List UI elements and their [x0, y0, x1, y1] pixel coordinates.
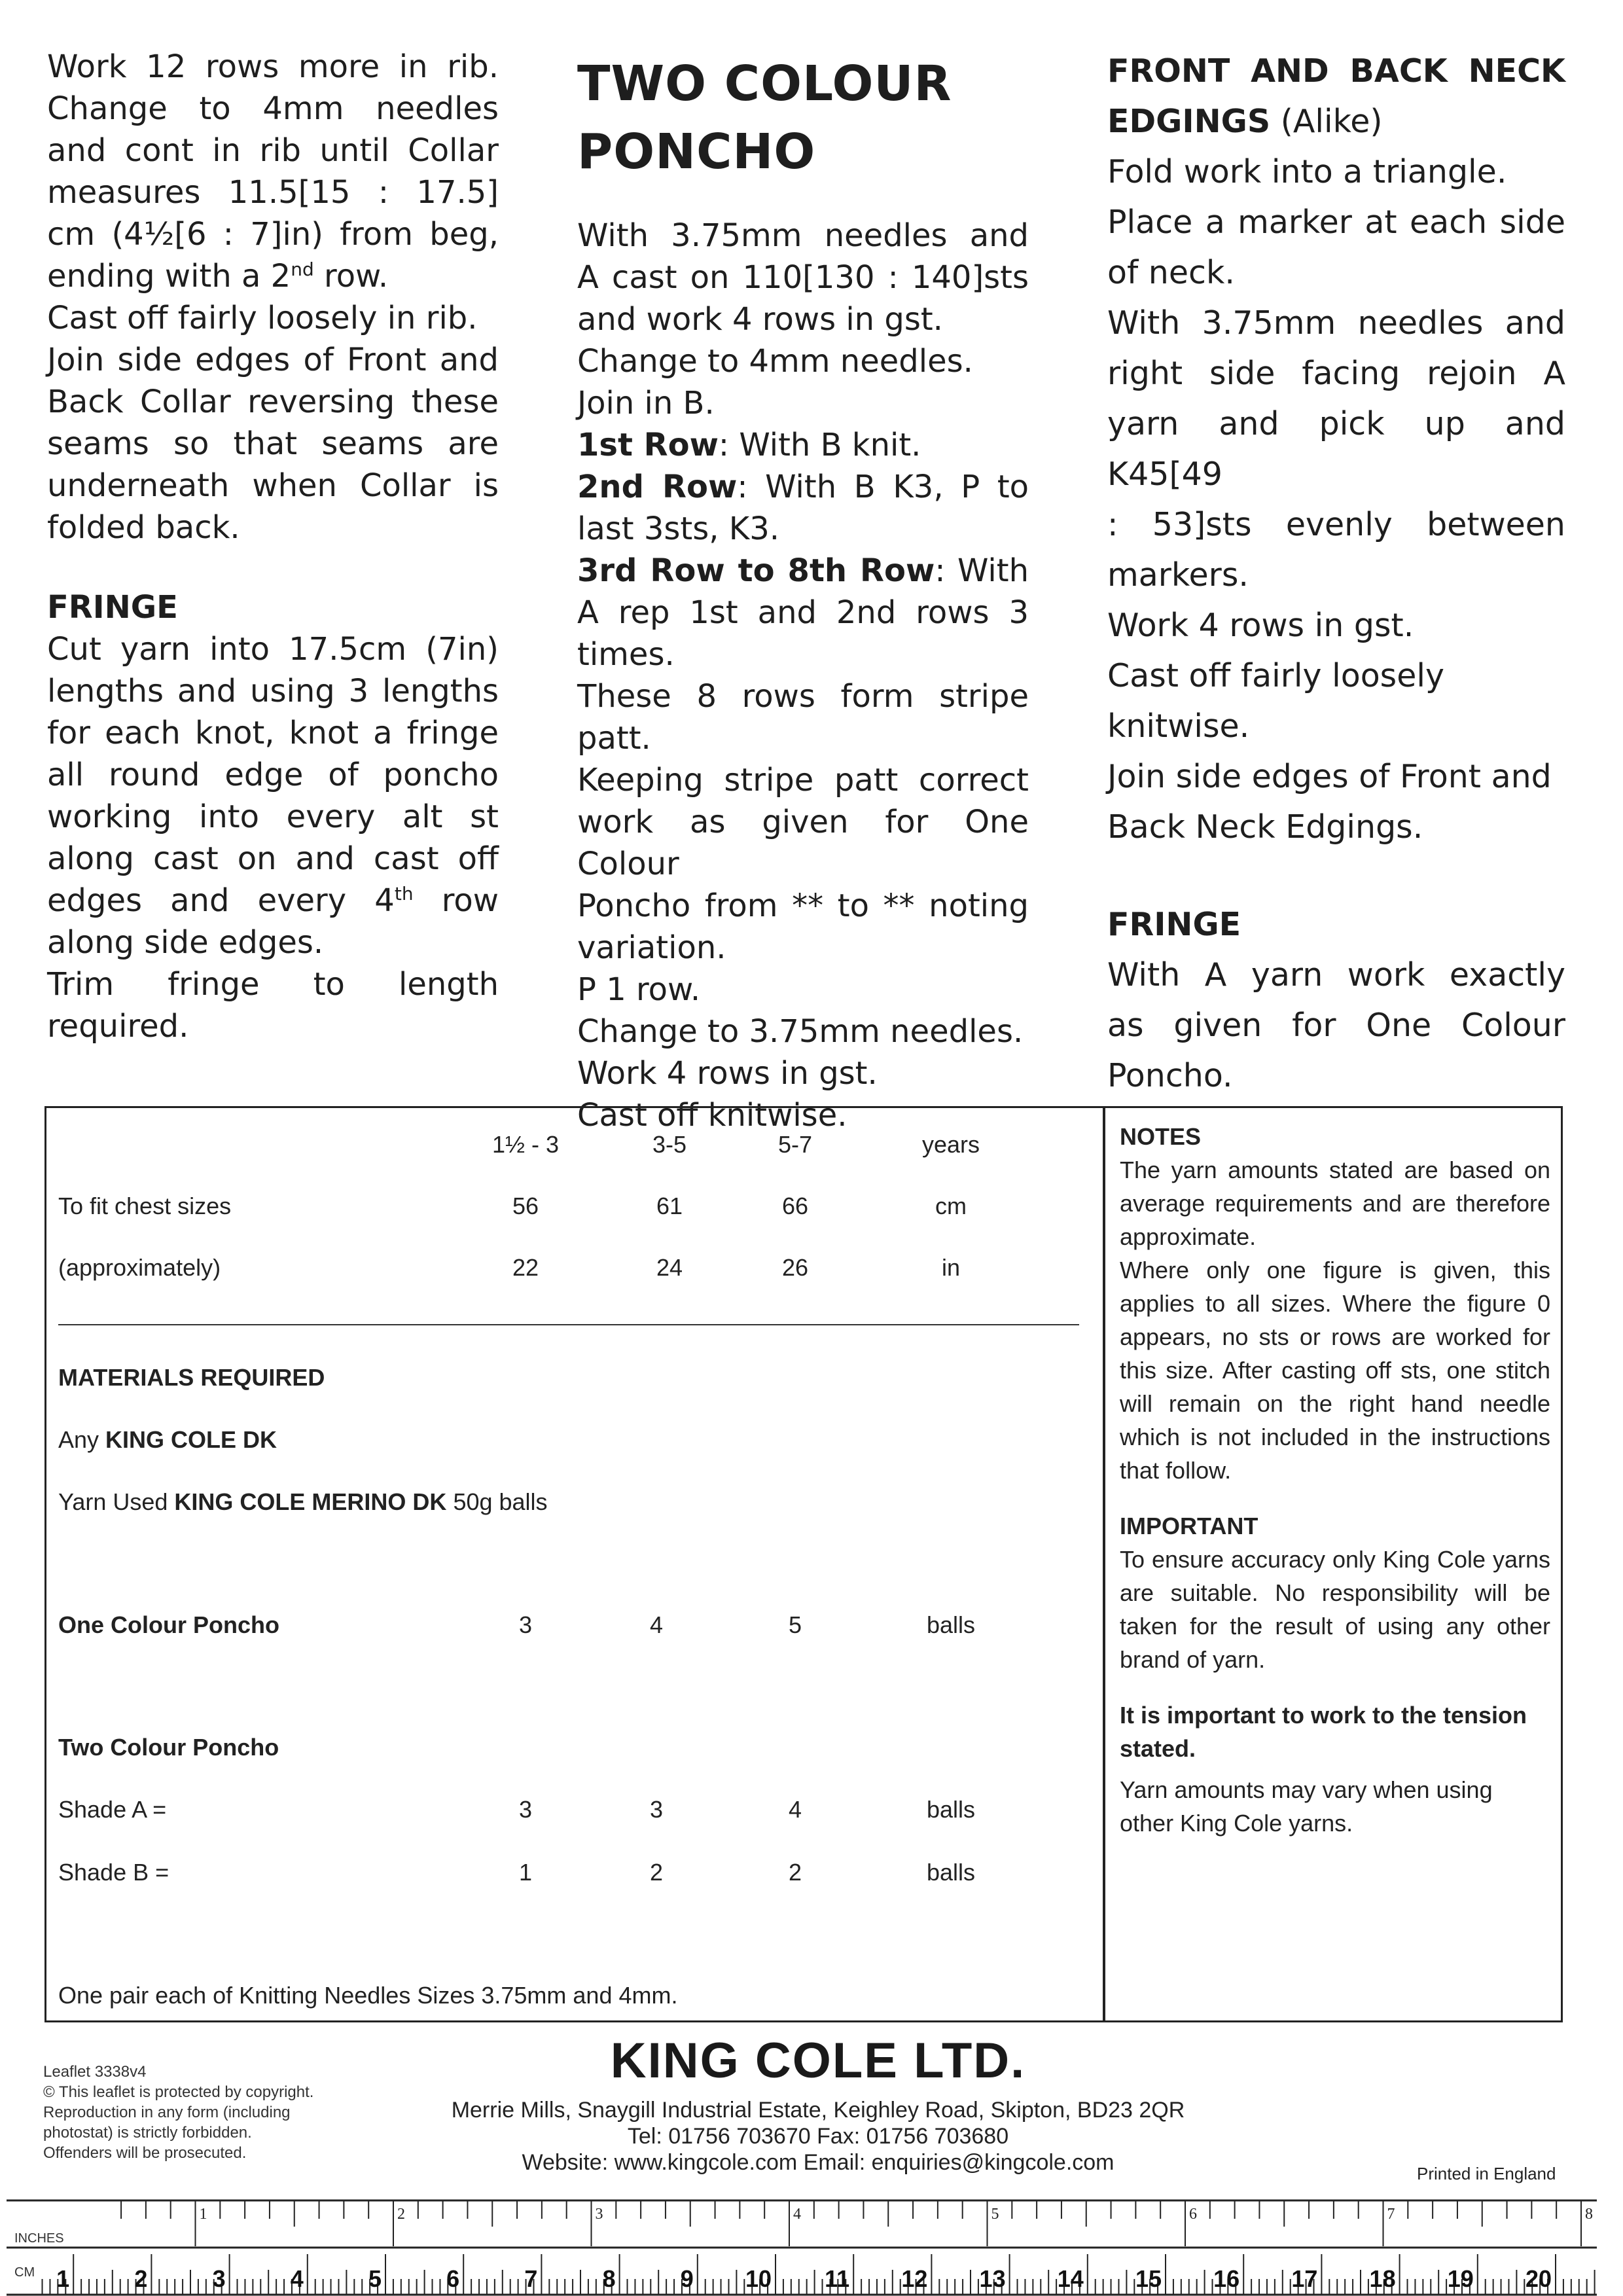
inch-number: 7	[1387, 2206, 1395, 2223]
text-line: With A yarn work exactly	[1107, 956, 1565, 994]
text-line: along cast on and cast off	[47, 840, 499, 877]
company-name: KING COLE LTD.	[610, 2033, 1026, 2089]
text-line: and work 4 rows in gst.	[577, 301, 943, 338]
cm-number: 2	[134, 2265, 148, 2292]
balls-value: 2	[649, 1859, 664, 1886]
text-line: knitwise.	[1107, 708, 1250, 745]
inch-number: 8	[1585, 2206, 1593, 2223]
text-line: Cast off fairly loosely	[1107, 657, 1444, 694]
balls-unit: balls	[926, 1859, 976, 1886]
text-line: Change to 4mm needles	[47, 90, 499, 127]
chest-value: 61	[656, 1193, 683, 1219]
text-line: ending with a 2nd row.	[47, 258, 389, 295]
chest-label: To fit chest sizes	[58, 1193, 232, 1219]
materials-heading: MATERIALS REQUIRED	[58, 1364, 325, 1391]
text-line: lengths and using 3 lengths	[47, 673, 499, 709]
text-line: underneath when Collar is	[47, 467, 499, 504]
text-line: variation.	[577, 929, 726, 966]
column-left	[47, 46, 499, 1047]
cm-number: 1	[56, 2265, 70, 2292]
cm-number: 13	[979, 2265, 1006, 2292]
text-line: cm (4½[6 : 7]in) from beg,	[47, 216, 499, 253]
section-title: TWO COLOUR PONCHO	[577, 56, 952, 180]
chest-unit: in	[941, 1254, 961, 1281]
cm-number: 10	[745, 2265, 772, 2292]
cm-number: 20	[1525, 2265, 1552, 2292]
cm-number: 4	[290, 2265, 304, 2292]
text-line: Trim fringe to length	[47, 966, 499, 1003]
balls-value: 4	[788, 1796, 802, 1823]
text-line: along side edges.	[47, 924, 324, 961]
cm-number: 16	[1213, 2265, 1240, 2292]
two-colour-label: Two Colour Poncho	[58, 1734, 279, 1761]
text-line: and cont in rib until Collar	[47, 132, 499, 169]
text-line: edges and every 4th row	[47, 882, 499, 919]
chest-value: 56	[512, 1193, 539, 1219]
one-colour-label: One Colour Poncho	[58, 1611, 279, 1638]
text-line: Cast off fairly loosely in rib.	[47, 300, 478, 336]
divider	[58, 1324, 1079, 1325]
inch-number: 4	[793, 2206, 801, 2223]
text-line: Poncho from ** to ** noting	[577, 888, 1029, 924]
chest-value: 24	[656, 1254, 683, 1281]
text-line: seams so that seams are	[47, 425, 499, 462]
inch-number: 6	[1189, 2206, 1197, 2223]
text-line: Fold work into a triangle.	[1107, 153, 1507, 190]
text-line: yarn and pick up and K45[49	[1107, 405, 1565, 493]
neck-edgings-heading: FRONT AND BACK NECK	[1107, 52, 1565, 90]
notes-heading: NOTES	[1120, 1123, 1202, 1150]
text-line: all round edge of poncho	[47, 757, 499, 793]
text-line: Keeping stripe patt correct	[577, 762, 1029, 798]
text-line: Place a marker at each side	[1107, 204, 1565, 241]
ruler-cm-label: CM	[14, 2265, 35, 2280]
text-line: P 1 row.	[577, 971, 701, 1008]
printed-in: Printed in England	[1417, 2164, 1556, 2183]
yarn-used: Yarn Used KING COLE MERINO DK 50g balls	[58, 1488, 548, 1515]
text-line: work as given for One Colour	[577, 804, 1029, 882]
row-2-instruction: 2nd Row: With B K3, P to	[577, 469, 1029, 505]
text-line: Work 12 rows more in rib.	[47, 48, 499, 85]
column-right	[1107, 46, 1565, 1101]
neck-edgings-heading-cont: EDGINGS (Alike)	[1107, 103, 1383, 140]
text-line: A cast on 110[130 : 140]sts	[577, 259, 1029, 296]
fringe-heading: FRINGE	[47, 589, 178, 626]
notes-paragraph: The yarn amounts stated are based on average requirements and are therefore approximate.	[1120, 1157, 1550, 1250]
text-line: working into every alt st	[47, 798, 499, 835]
text-line: last 3sts, K3.	[577, 511, 779, 547]
cm-number: 3	[212, 2265, 226, 2292]
cm-number: 18	[1369, 2265, 1396, 2292]
size-header: 1½ - 3	[491, 1131, 560, 1158]
balls-value: 3	[518, 1611, 533, 1638]
ruler-inches-label: INCHES	[14, 2231, 64, 2246]
chest-value: 66	[781, 1193, 809, 1219]
text-line: for each knot, knot a fringe	[47, 715, 499, 751]
text-line: right side facing rejoin A	[1107, 355, 1565, 392]
cm-number: 14	[1057, 2265, 1084, 2292]
chest-value: 26	[781, 1254, 809, 1281]
text-line: markers.	[1107, 556, 1249, 594]
company-phone: Tel: 01756 703670 Fax: 01756 703680	[627, 2124, 1009, 2149]
sizes-materials-box	[45, 1106, 1105, 2022]
cm-number: 11	[825, 2265, 850, 2292]
cm-number: 15	[1135, 2265, 1162, 2292]
approx-label: (approximately)	[58, 1254, 221, 1281]
text-line: Work 4 rows in gst.	[577, 1055, 878, 1092]
text-line: Change to 3.75mm needles.	[577, 1013, 1024, 1050]
notes-paragraph: Where only one figure is given, this applies to all sizes. Where the figure 0 appears, no sts or rows are worked for this size. After casting off sts, one stitch will remain on the right hand needle which is not included in the instructions that follow.	[1120, 1257, 1550, 1484]
text-line: A rep 1st and 2nd rows 3	[577, 594, 1029, 631]
copyright-notice: Leaflet 3338v4 © This leaflet is protected by copyright. Reproduction in any form (including photostat) is strictly forbidden. Offenders will be prosecuted.	[43, 2063, 314, 2162]
shade-a-label: Shade A =	[58, 1796, 167, 1823]
text-line: Join in B.	[577, 385, 715, 422]
chest-unit: cm	[935, 1193, 967, 1219]
balls-unit: balls	[926, 1611, 976, 1638]
text-line: Change to 4mm needles.	[577, 343, 973, 380]
text-line: Poncho.	[1107, 1057, 1233, 1094]
notes-paragraph: Yarn amounts may vary when using other King Cole yarns.	[1120, 1776, 1493, 1837]
cm-number: 19	[1447, 2265, 1474, 2292]
cm-number: 7	[524, 2265, 538, 2292]
inch-number: 5	[991, 2206, 999, 2223]
company-address: Merrie Mills, Snaygill Industrial Estate, Keighley Road, Skipton, BD23 2QR	[451, 2098, 1185, 2123]
balls-value: 3	[649, 1796, 664, 1823]
cm-number: 5	[368, 2265, 382, 2292]
inch-number: 3	[595, 2206, 603, 2223]
text-line: Cast off knitwise.	[577, 1097, 847, 1134]
notes-box	[1103, 1106, 1563, 2022]
text-line: times.	[577, 636, 675, 673]
chest-value: 22	[512, 1254, 539, 1281]
text-line: as given for One Colour	[1107, 1007, 1565, 1044]
balls-value: 2	[788, 1859, 802, 1886]
size-header: 3-5	[652, 1131, 687, 1158]
text-line: With 3.75mm needles and	[577, 217, 1029, 254]
fringe-heading: FRINGE	[1107, 906, 1241, 943]
inch-number: 1	[199, 2206, 207, 2223]
text-line: of neck.	[1107, 254, 1235, 291]
text-line: measures 11.5[15 : 17.5]	[47, 174, 499, 211]
size-header: years	[921, 1131, 980, 1158]
balls-value: 5	[788, 1611, 802, 1638]
text-line: Back Neck Edgings.	[1107, 808, 1423, 846]
important-heading: IMPORTANT	[1120, 1513, 1258, 1539]
cm-number: 12	[901, 2265, 928, 2292]
text-line: Back Collar reversing these	[47, 384, 499, 420]
column-middle	[577, 46, 1029, 1136]
any-yarn: Any KING COLE DK	[58, 1426, 277, 1453]
cm-number: 6	[446, 2265, 460, 2292]
company-web: Website: www.kingcole.com Email: enquiries@kingcole.com	[522, 2150, 1115, 2175]
balls-value: 4	[649, 1611, 664, 1638]
shade-b-label: Shade B =	[58, 1859, 169, 1886]
balls-value: 3	[518, 1796, 533, 1823]
measuring-ruler	[0, 2199, 1623, 2296]
balls-unit: balls	[926, 1796, 976, 1823]
cm-number: 9	[680, 2265, 694, 2292]
size-header: 5-7	[777, 1131, 813, 1158]
tension-note: It is important to work to the tension stated.	[1120, 1702, 1527, 1762]
text-line: With 3.75mm needles and	[1107, 304, 1565, 342]
text-line: folded back.	[47, 509, 240, 546]
balls-value: 1	[518, 1859, 533, 1886]
row-1-instruction: 1st Row: With B knit.	[577, 427, 921, 463]
cm-number: 17	[1291, 2265, 1318, 2292]
text-line: Join side edges of Front and	[1107, 758, 1552, 795]
text-line: These 8 rows form stripe patt.	[577, 678, 1029, 757]
text-line: : 53]sts evenly between	[1107, 506, 1565, 543]
text-line: Join side edges of Front and	[47, 342, 499, 378]
needles-line: One pair each of Knitting Needles Sizes 3.75mm and 4mm.	[58, 1982, 678, 2009]
inch-number: 2	[397, 2206, 405, 2223]
row-3-8-instruction: 3rd Row to 8th Row: With	[577, 552, 1029, 589]
cm-number: 8	[602, 2265, 616, 2292]
text-line: Cut yarn into 17.5cm (7in)	[47, 631, 499, 668]
notes-paragraph: To ensure accuracy only King Cole yarns are suitable. No responsibility will be taken for the result of using any other brand of yarn.	[1120, 1546, 1550, 1673]
text-line: required.	[47, 1008, 189, 1045]
text-line: Work 4 rows in gst.	[1107, 607, 1414, 644]
